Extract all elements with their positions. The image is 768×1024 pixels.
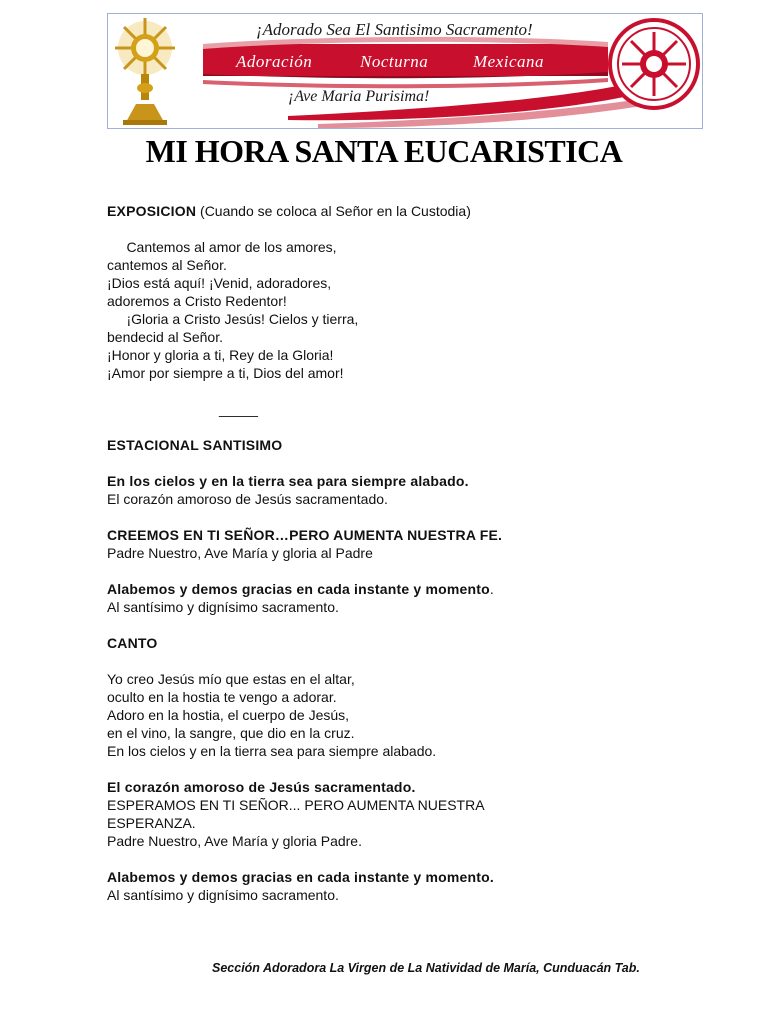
text-line xyxy=(107,472,667,490)
bold-text: En los cielos y en la tierra sea para siempre alabado. xyxy=(107,473,469,489)
paragraph-gap xyxy=(107,382,667,400)
plain-text: El corazón amoroso de Jesús sacramentado. xyxy=(107,491,388,507)
plain-text: bendecid al Señor. xyxy=(107,329,223,345)
plain-text: en el vino, la sangre, que dio en la cruz. xyxy=(107,725,355,741)
plain-text: (Cuando se coloca al Señor en la Custodia) xyxy=(196,203,471,219)
plain-text: Padre Nuestro, Ave María y gloria al Padre xyxy=(107,545,373,561)
paragraph-gap xyxy=(107,220,667,238)
text-line xyxy=(107,328,667,346)
paragraph-gap xyxy=(107,508,667,526)
bold-text: CANTO xyxy=(107,635,158,651)
separator-rule: _____ xyxy=(219,401,258,417)
plain-text: Cantemos al amor de los amores, xyxy=(107,239,337,255)
plain-text: Padre Nuestro, Ave María y gloria Padre. xyxy=(107,833,362,849)
text-line xyxy=(107,886,667,904)
text-line xyxy=(107,814,667,832)
text-line xyxy=(107,202,667,220)
text-line xyxy=(107,292,667,310)
plain-text: ¡Honor y gloria a ti, Rey de la Gloria! xyxy=(107,347,334,363)
paragraph-gap xyxy=(107,850,667,868)
text-line xyxy=(107,490,667,508)
bold-text: El corazón amoroso de Jesús sacramentado. xyxy=(107,779,416,795)
paragraph-gap xyxy=(107,418,667,436)
text-line xyxy=(107,310,667,328)
text-line xyxy=(107,364,667,382)
banner-word-mexicana: Mexicana xyxy=(473,52,545,71)
text-line xyxy=(107,742,667,760)
plain-text: ¡Gloria a Cristo Jesús! Cielos y tierra, xyxy=(107,311,359,327)
plain-text: cantemos al Señor. xyxy=(107,257,227,273)
plain-text: Al santísimo y dignísimo sacramento. xyxy=(107,599,339,615)
text-line xyxy=(107,868,667,886)
paragraph-gap xyxy=(107,652,667,670)
text-line xyxy=(107,796,667,814)
bold-text: Alabemos y demos gracias en cada instante y momento. xyxy=(107,869,494,885)
text-line xyxy=(107,724,667,742)
plain-text: ESPERANZA. xyxy=(107,815,196,831)
plain-text: ESPERAMOS EN TI SEÑOR... PERO AUMENTA NUESTRA xyxy=(107,797,485,813)
bold-text: EXPOSICION xyxy=(107,203,197,219)
bold-text: CREEMOS EN TI SEÑOR…PERO AUMENTA NUESTRA FE. xyxy=(107,527,503,543)
text-line xyxy=(107,634,667,652)
text-line xyxy=(107,544,667,562)
text-line xyxy=(107,256,667,274)
page-title: MI HORA SANTA EUCARISTICA xyxy=(145,133,623,169)
text-line xyxy=(107,706,667,724)
text-line xyxy=(107,436,667,454)
text-line xyxy=(107,688,667,706)
plain-text: . xyxy=(489,581,494,597)
monstrance-icon xyxy=(115,18,175,125)
plain-text: oculto en la hostia te vengo a adorar. xyxy=(107,689,337,705)
text-line xyxy=(107,598,667,616)
document-body xyxy=(107,202,667,904)
banner-word-nocturna: Nocturna xyxy=(360,52,429,71)
plain-text: En los cielos y en la tierra sea para siempre alabado. xyxy=(107,743,437,759)
text-line xyxy=(107,346,667,364)
text-line xyxy=(107,274,667,292)
text-line xyxy=(107,238,667,256)
paragraph-gap xyxy=(107,760,667,778)
footer-text: Sección Adoradora La Virgen de La Natividad de María, Cunduacán Tab. xyxy=(212,961,640,975)
banner-top-text: ¡Adorado Sea El Santisimo Sacramento! xyxy=(256,20,533,39)
text-line xyxy=(107,832,667,850)
text-line xyxy=(107,580,667,598)
text-line xyxy=(107,670,667,688)
banner-word-adoracion: Adoración xyxy=(236,52,313,71)
plain-text: ¡Amor por siempre a ti, Dios del amor! xyxy=(107,365,344,381)
paragraph-gap xyxy=(107,454,667,472)
paragraph-gap xyxy=(107,616,667,634)
header-banner xyxy=(107,13,703,129)
paragraph-gap xyxy=(107,562,667,580)
text-line xyxy=(107,526,667,544)
plain-text: Al santísimo y dignísimo sacramento. xyxy=(107,887,339,903)
text-line xyxy=(107,778,667,796)
plain-text: ¡Dios está aquí! ¡Venid, adoradores, xyxy=(107,275,332,291)
plain-text: Yo creo Jesús mío que estas en el altar, xyxy=(107,671,355,687)
plain-text: adoremos a Cristo Redentor! xyxy=(107,293,287,309)
bold-text: Alabemos y demos gracias en cada instante y momento xyxy=(107,581,490,597)
adoracion-emblem-icon xyxy=(610,20,698,108)
plain-text: Adoro en la hostia, el cuerpo de Jesús, xyxy=(107,707,350,723)
banner-bottom-text: ¡Ave Maria Purisima! xyxy=(288,88,430,105)
bold-text: ESTACIONAL SANTISIMO xyxy=(107,437,283,453)
